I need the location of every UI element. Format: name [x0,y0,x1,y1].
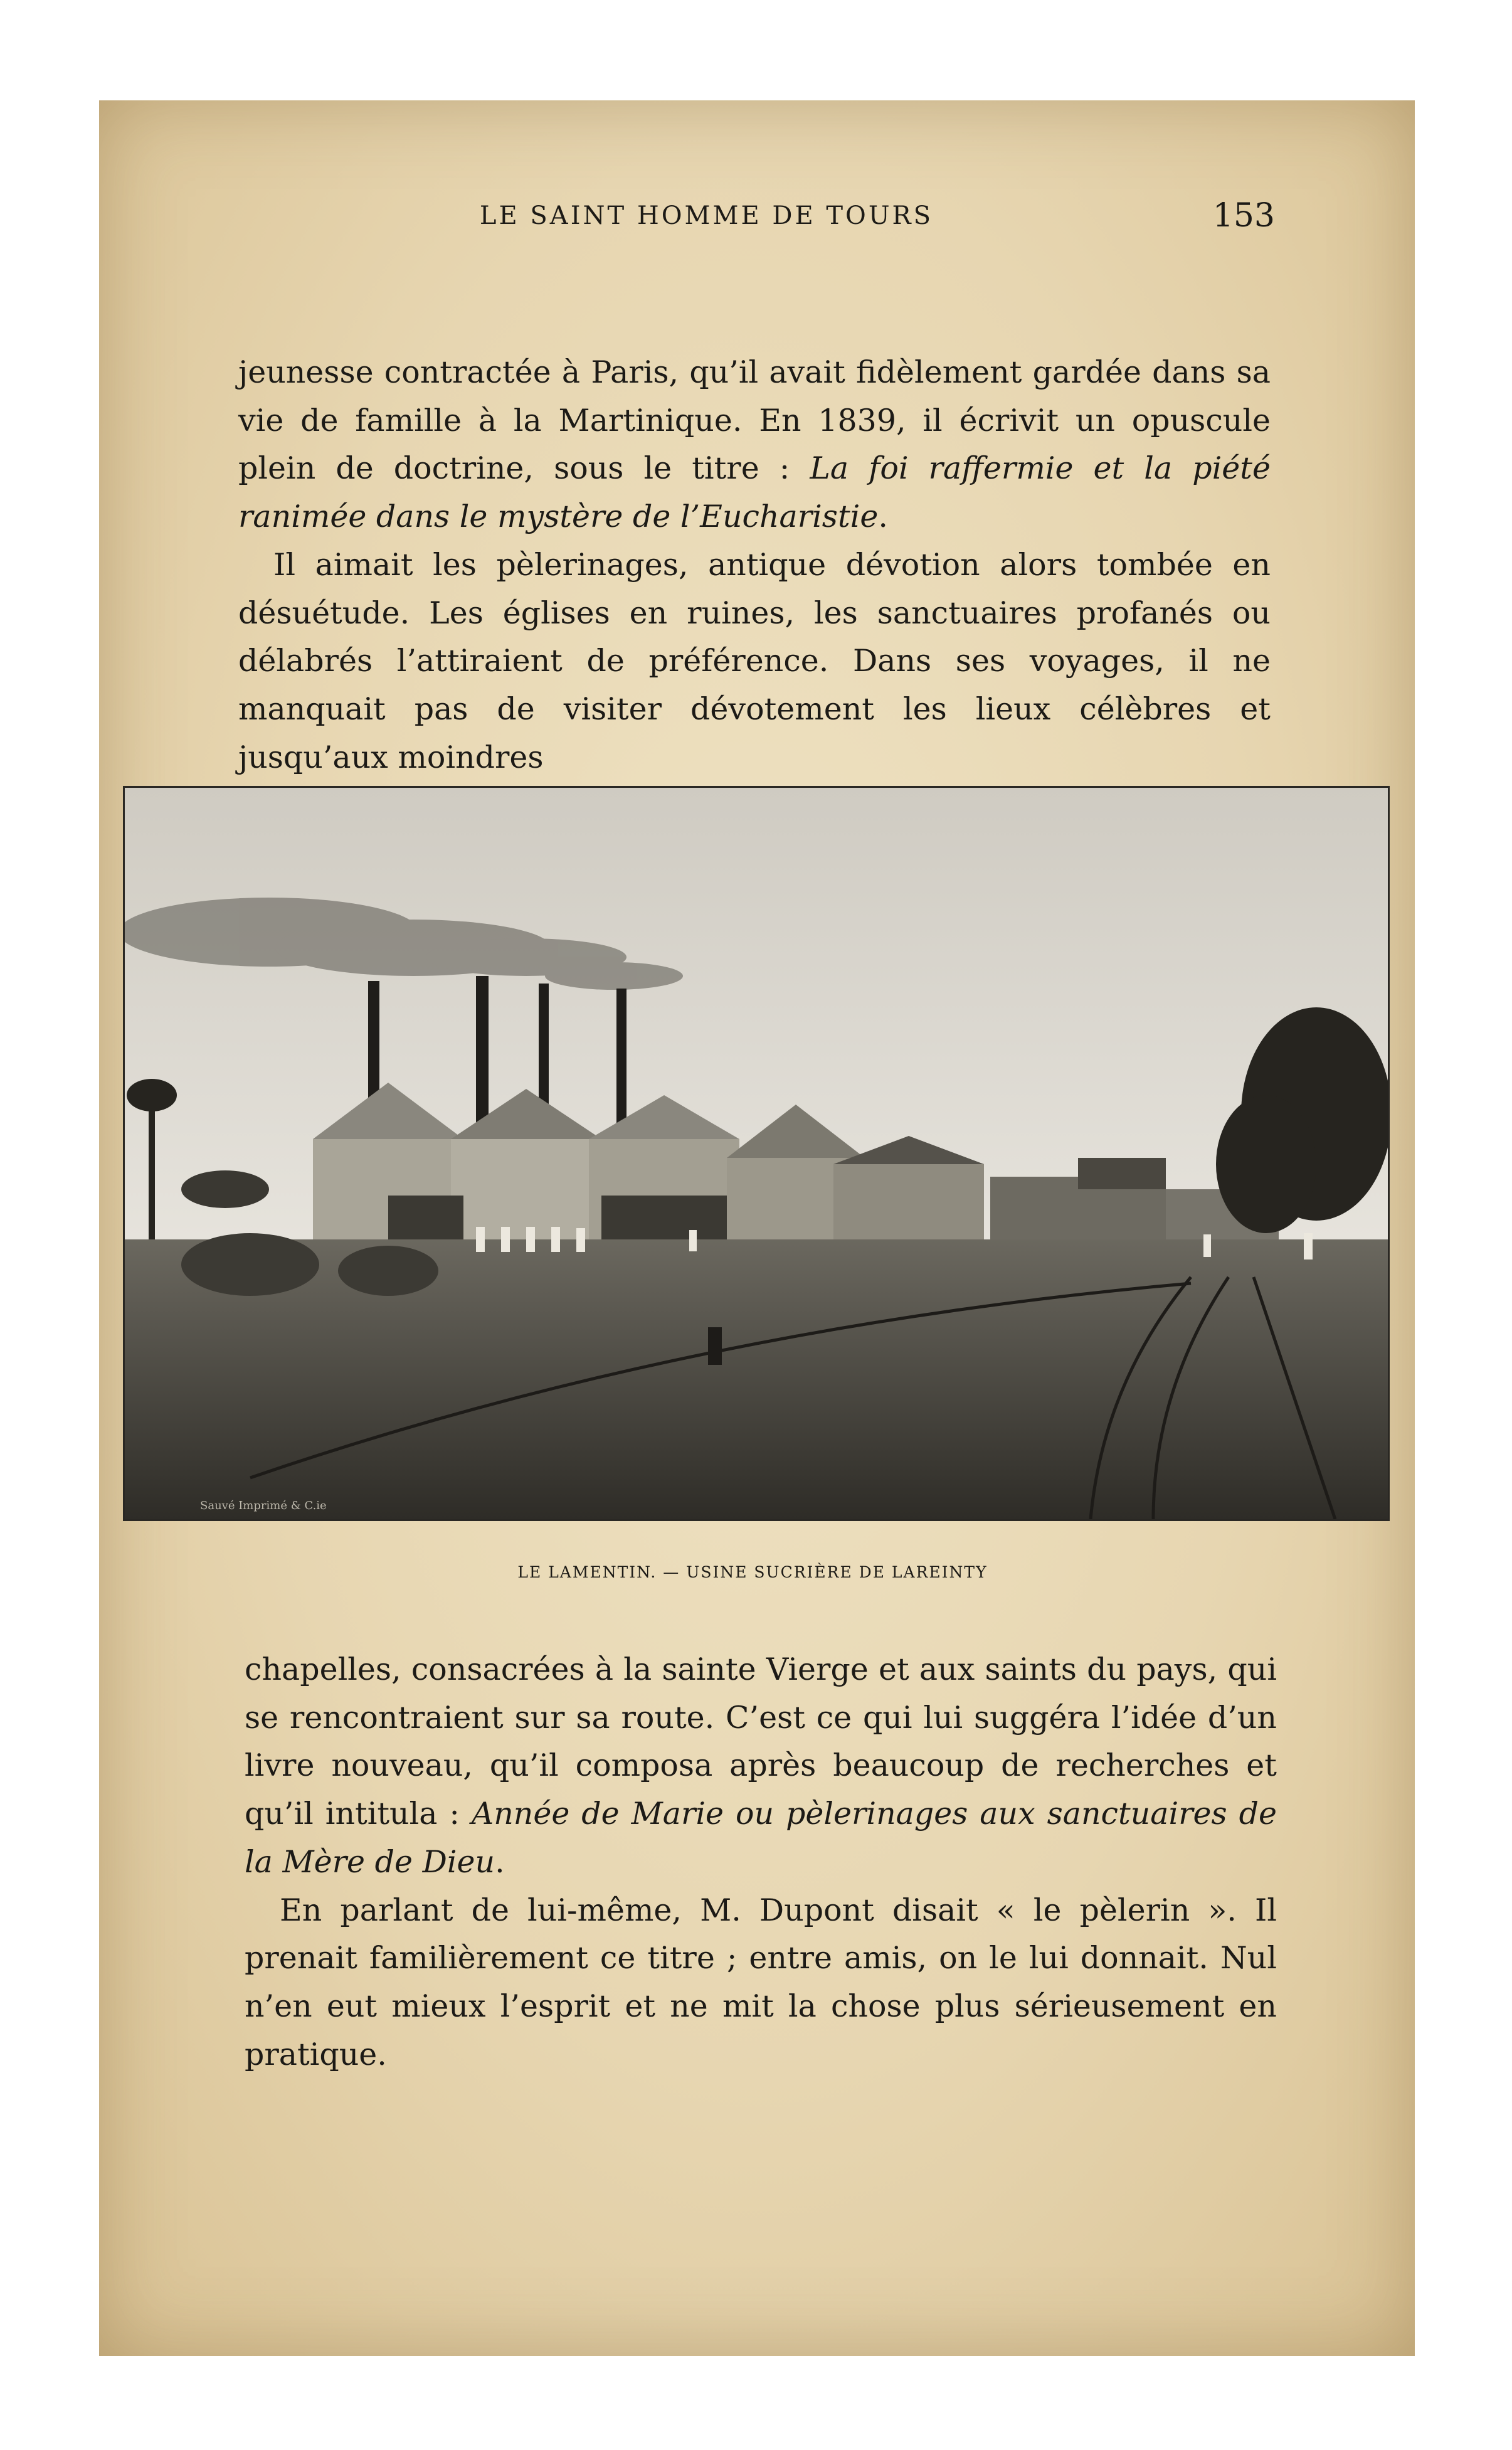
paragraph: En parlant de lui-même, M. Dupont disait « le pèlerin ». Il prenait familièrement ce titre ; entre amis, on le lui donnait. Nul n’en eut mieux l’esprit et ne mit la chose plus sérieusement en pratique. [245,1892,1277,2072]
engraver-mark: Sauvé Imprimé & C.ie [200,1499,327,1512]
factory-photograph [123,786,1390,1521]
paragraph-text: jeunesse contractée à Paris, qu’il avait fidèlement gardée dans sa vie de famille à la Martinique. En 1839, il écrivit un opuscule plein de doctrine, sous le titre : [238,354,1271,487]
running-head [138,193,1275,238]
paragraph-text: . [495,1843,505,1880]
paragraph-text: . [878,499,888,535]
book-title: Année de Marie ou pèlerinages aux sanctuaires de la Mère de Dieu [245,1796,1277,1880]
paragraph-text: chapelles, consacrées à la sainte Vierge et aux saints du pays, qui se rencontraient sur sa route. C’est ce qui lui suggéra l’idée d’un livre nouveau, qu’il composa après beaucoup de recherches et qu’il intitula : [245,1652,1277,1832]
page-number: 153 [1212,197,1275,235]
paragraph: Il aimait les pèlerinages, antique dévotion alors tombée en désuétude. Les églises en ruines, les sanctuaires profanés ou délabrés l’attiraient de préférence. Dans ses voyages, il ne manquait pas de visiter dévotement les lieux célèbres et jusqu’aux moindres [238,546,1271,775]
paragraph [245,1646,1277,1887]
running-title: LE SAINT HOMME DE TOURS [479,201,934,230]
text-block-top [238,349,1271,782]
figure-caption: LE LAMENTIN. — USINE SUCRIÈRE DE LAREINTY [517,1563,988,1581]
book-title: La foi raffermie et la piété ranimée dans le mystère de l’Eucharistie [238,450,1271,535]
text-block-bottom [245,1646,1277,2079]
paragraph [238,349,1271,541]
